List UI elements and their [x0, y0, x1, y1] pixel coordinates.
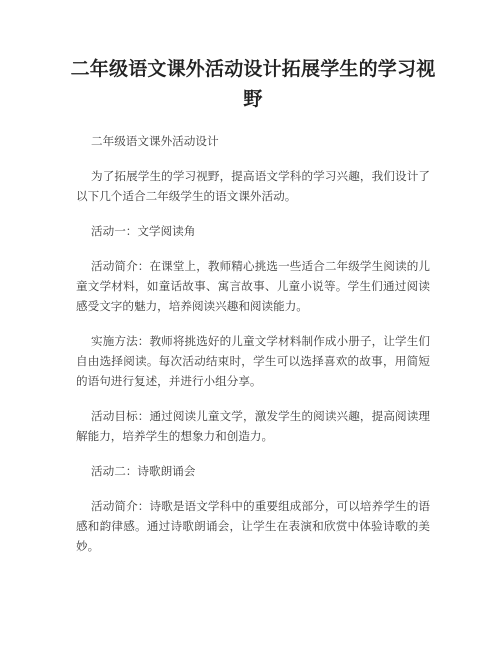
activity-one-method: 实施方法：教师将挑选好的儿童文学材料制作成小册子，让学生们自由选择阅读。每次活动结束时，学生可以选择喜欢的故事，用简短的语句进行复述，并进行小组分享。 [76, 334, 430, 388]
activity-two-intro: 活动简介：诗歌是语文学科中的重要组成部分，可以培养学生的语感和韵律感。通过诗歌朗诵会，让学生在表演和欣赏中体验诗歌的美妙。 [76, 499, 430, 553]
activity-two-heading: 活动二：诗歌朗诵会 [91, 464, 196, 478]
activity-one-intro: 活动简介：在课堂上，教师精心挑选一些适合二年级学生阅读的儿童文学材料，如童话故事、寓言故事、儿童小说等。学生们通过阅读感受文字的魅力，培养阅读兴趣和阅读能力。 [76, 259, 430, 313]
document-title: 二年级语文课外活动设计拓展学生的学习视野 [70, 58, 436, 110]
section-heading: 二年级语文课外活动设计 [91, 134, 219, 148]
intro-paragraph: 为了拓展学生的学习视野，提高语文学科的学习兴趣，我们设计了以下几个适合二年级学生的语文课外活动。 [76, 169, 430, 203]
activity-one-goal: 活动目标：通过阅读儿童文学，激发学生的阅读兴趣，提高阅读理解能力，培养学生的想象力和创造力。 [76, 409, 430, 443]
activity-one-heading: 活动一：文学阅读角 [91, 224, 196, 238]
